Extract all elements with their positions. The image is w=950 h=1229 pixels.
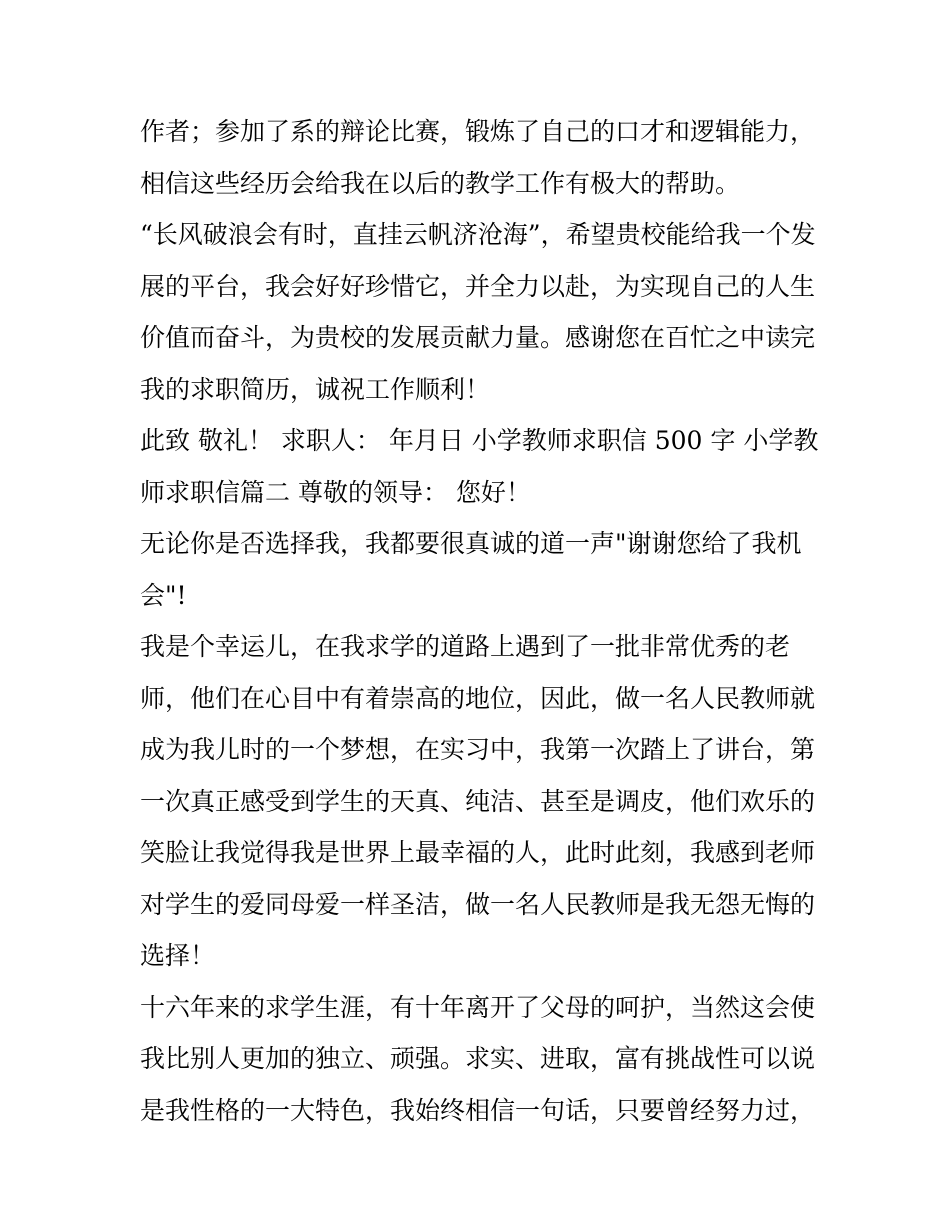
text-line: 对学生的爱同母爱一样圣洁，做一名人民教师是我无怨无悔的: [140, 889, 816, 919]
text-line: 相信这些经历会给我在以后的教学工作有极大的帮助。: [140, 168, 741, 198]
text-line: 此致 敬礼！ 求职人： 年月日 小学教师求职信 500 字 小学教: [140, 426, 819, 455]
text-line: 成为我儿时的一个梦想，在实习中，我第一次踏上了讲台，第: [140, 735, 816, 764]
text-line: 无论你是否选择我，我都要很真诚的道一声"谢谢您给了我机: [140, 529, 802, 558]
text-line: 是我性格的一大特色，我始终相信一句话，只要曾经努力过，: [140, 1095, 816, 1125]
text-line: 十六年来的求学生涯，有十年离开了父母的呵护，当然这会使: [140, 992, 816, 1022]
text-line: 价值而奋斗，为贵校的发展贡献力量。感谢您在百忙之中读完: [140, 323, 816, 352]
document-body: [140, 106, 820, 1136]
text-line: 我是个幸运儿，在我求学的道路上遇到了一批非常优秀的老: [140, 632, 791, 661]
text-line: 作者；参加了系的辩论比赛，锻炼了自己的口才和逻辑能力，: [140, 117, 816, 146]
text-line: 笑脸让我觉得我是世界上最幸福的人，此时此刻，我感到老师: [140, 838, 816, 867]
text-line: 一次真正感受到学生的天真、纯洁、甚至是调皮，他们欢乐的: [140, 786, 816, 816]
text-line: 我比别人更加的独立、顽强。求实、进取，富有挑战性可以说: [140, 1044, 816, 1073]
text-line: 师求职信篇二 尊敬的领导： 您好！: [140, 477, 531, 507]
text-line: 我的求职简历，诚祝工作顺利！: [140, 374, 491, 404]
text-line: 展的平台，我会好好珍惜它，并全力以赴，为实现自己的人生: [140, 271, 816, 301]
text-line: 师，他们在心目中有着崇高的地位，因此，做一名人民教师就: [140, 683, 816, 713]
text-line: 会"!: [140, 580, 187, 610]
text-line: “长风破浪会有时，直挂云帆济沧海”，希望贵校能给我一个发: [140, 220, 816, 249]
text-line: 选择！: [140, 941, 216, 970]
